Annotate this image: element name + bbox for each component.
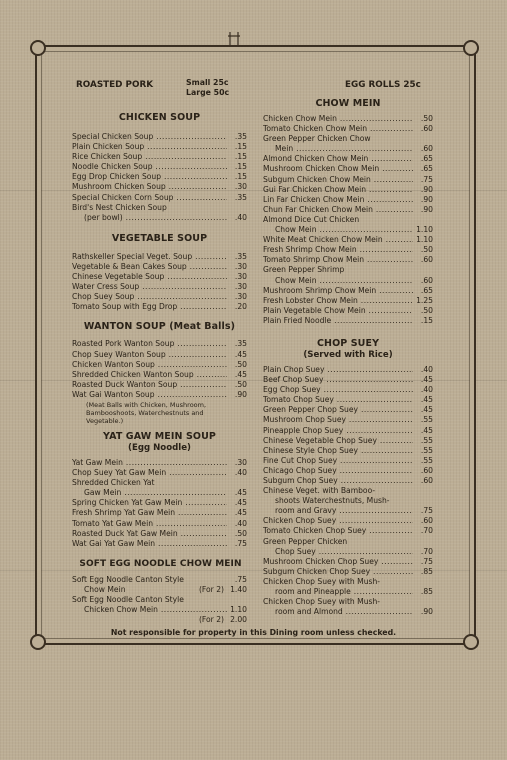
- chop-suey-list-b: [263, 516, 433, 536]
- menu-item: [72, 252, 247, 262]
- menu-item-price: .65: [420, 164, 433, 174]
- menu-item-price: .40: [420, 385, 433, 395]
- menu-item: [263, 114, 433, 124]
- menu-item-price: .35: [234, 251, 247, 261]
- menu-item: room and Almond ..... .90: [263, 607, 433, 617]
- vegetable-soup-list: [72, 252, 247, 313]
- menu-item: [72, 519, 247, 529]
- menu-item-name: Lin Far Chicken Chow Mein .....: [263, 195, 413, 205]
- menu-item: Chow Mein (For 2) 1.40: [84, 584, 247, 594]
- footer-disclaimer: Not responsible for property in this Dining room unless checked.: [110, 628, 397, 637]
- roasted-small-price: Small 25c: [186, 78, 229, 87]
- menu-item: Shredded Chicken Yat: [72, 478, 155, 488]
- hanger-tag-icon: [226, 30, 242, 48]
- menu-item-name: Plain Chicken Soup .....: [72, 142, 227, 152]
- yat-gaw-list-a: [72, 458, 247, 478]
- menu-item-price: .55: [420, 455, 433, 465]
- chop-suey-list-c: [263, 557, 433, 577]
- menu-item-price: .35: [234, 192, 247, 202]
- menu-item-price: .40: [234, 468, 247, 478]
- menu-item: [263, 385, 433, 395]
- menu-item: [263, 296, 433, 306]
- menu-item: [263, 395, 433, 405]
- menu-item-name: Wat Gai Yat Gaw Mein .....: [72, 539, 227, 549]
- menu-item-price: .30: [234, 457, 247, 467]
- menu-item: [263, 415, 433, 425]
- menu-item-price: .30: [234, 261, 247, 271]
- menu-item: Almond Dice Cut Chicken: [263, 214, 360, 224]
- menu-item-price: .60: [420, 124, 433, 134]
- menu-item: [263, 235, 433, 245]
- menu-item-name: Chicken Wanton Soup .....: [72, 360, 227, 370]
- menu-item-price: .45: [234, 498, 247, 508]
- menu-item-name: Fine Cut Chop Suey .....: [263, 456, 413, 466]
- vegetable-soup-title: VEGETABLE SOUP: [111, 232, 208, 244]
- menu-item-name: Fresh Shrimp Yat Gaw Mein .....: [72, 508, 227, 518]
- menu-item-name: Chun Far Chicken Chow Mein .....: [263, 205, 413, 215]
- menu-item: [263, 557, 433, 567]
- menu-item-price: .50: [234, 359, 247, 369]
- menu-item: [72, 142, 247, 152]
- menu-item: [72, 182, 247, 192]
- right-column: [263, 98, 433, 617]
- menu-item-price: .30: [234, 182, 247, 192]
- menu-item: [263, 516, 433, 526]
- menu-item-price: .45: [234, 349, 247, 359]
- menu-item-price: .15: [234, 142, 247, 152]
- menu-item: [263, 286, 433, 296]
- menu-item-price: .50: [420, 305, 433, 315]
- menu-item-price: .65: [420, 285, 433, 295]
- menu-item: [263, 195, 433, 205]
- menu-item-name: Tomato Yat Gaw Mein .....: [72, 519, 227, 529]
- menu-item-name: White Meat Chicken Chow Mein .....: [263, 235, 413, 245]
- menu-item: [72, 529, 247, 539]
- menu-item: Green Pepper Chicken: [263, 536, 348, 546]
- menu-item: [72, 508, 247, 518]
- menu-item-price: .75: [234, 538, 247, 548]
- yat-gaw-mein-subtitle: (Egg Noodle): [128, 442, 191, 453]
- menu-item: [263, 185, 433, 195]
- menu-item: Chop Suey ..... .70: [263, 547, 433, 557]
- menu-item: Green Pepper Shrimp: [263, 265, 345, 275]
- menu-item: [72, 380, 247, 390]
- menu-item-name: Vegetable & Bean Cakes Soup .....: [72, 262, 227, 272]
- menu-item: [72, 272, 247, 282]
- menu-item-price: .60: [420, 465, 433, 475]
- menu-item: [72, 282, 247, 292]
- menu-item: Chow Mein ..... .60: [263, 276, 433, 286]
- menu-item-price: .55: [420, 445, 433, 455]
- menu-item-name: Pineapple Chop Suey .....: [263, 426, 413, 436]
- menu-item: (For 2) 2.00: [198, 615, 247, 625]
- menu-item-name: Subgum Chicken Chow Mein .....: [263, 175, 413, 185]
- menu-item: [263, 476, 433, 486]
- menu-item: Chicken Chop Suey with Mush-: [263, 576, 381, 586]
- menu-item-name: Egg Chop Suey .....: [263, 385, 413, 395]
- menu-item: Bird's Nest Chicken Soup: [72, 202, 167, 212]
- menu-item: Soft Egg Noodle Canton Style: [72, 595, 184, 604]
- menu-item-price: .45: [420, 375, 433, 385]
- menu-item: [72, 193, 247, 203]
- menu-item: [263, 405, 433, 415]
- wanton-soup-list: [72, 339, 247, 400]
- menu-item: [263, 567, 433, 577]
- menu-item-price: .50: [234, 379, 247, 389]
- menu-item: [263, 245, 433, 255]
- menu-item-price: .45: [420, 405, 433, 415]
- yat-gaw-list-b: [72, 498, 247, 548]
- menu-item: room and Pineapple ..... .85: [263, 587, 433, 597]
- menu-item-price: .45: [234, 508, 247, 518]
- menu-item-name: Plain Vegetable Chow Mein .....: [263, 306, 413, 316]
- menu-item-price: .30: [234, 292, 247, 302]
- menu-item-price: .50: [420, 114, 433, 123]
- menu-item-name: Fresh Shrimp Chow Mein .....: [263, 245, 413, 255]
- menu-item: [72, 458, 247, 468]
- menu-item-name: Subgum Chicken Chop Suey .....: [263, 567, 413, 577]
- menu-item-price: .90: [420, 184, 433, 194]
- menu-item: [263, 526, 433, 536]
- menu-item: Mein ..... .60: [263, 144, 433, 154]
- wanton-note: (Meat Balls with Chicken, Mushroom, Bambooshoots, Waterchestnuts and Vegetable.): [86, 400, 207, 425]
- menu-item: Chow Mein ..... 1.10: [263, 225, 433, 235]
- menu-item-name: Rice Chicken Soup .....: [72, 152, 227, 162]
- menu-item: [263, 446, 433, 456]
- menu-item-price: .75: [420, 174, 433, 184]
- chow-mein-list-c: [263, 235, 433, 265]
- roasted-pork-label: ROASTED PORK: [76, 80, 154, 90]
- menu-item-name: Chop Suey Wanton Soup .....: [72, 350, 227, 360]
- menu-item-name: Egg Drop Chicken Soup .....: [72, 172, 227, 182]
- menu-item-name: Tomato Chicken Chow Mein .....: [263, 124, 413, 134]
- menu-item: [263, 205, 433, 215]
- menu-item-name: Tomato Soup with Egg Drop .....: [72, 302, 227, 312]
- menu-item: [263, 124, 433, 134]
- menu-item-name: Chop Suey Yat Gaw Mein .....: [72, 468, 227, 478]
- chop-suey-subtitle: (Served with Rice): [303, 349, 393, 360]
- menu-item-name: Green Pepper Chop Suey .....: [263, 405, 413, 415]
- menu-item-price: .15: [420, 315, 433, 325]
- menu-item-name: Chicken Chop Suey .....: [263, 516, 413, 526]
- menu-item: Gaw Mein ..... .45: [72, 488, 247, 498]
- menu-item-name: Roasted Duck Yat Gaw Mein .....: [72, 529, 227, 539]
- menu-item-price: .90: [420, 204, 433, 214]
- menu-item: [72, 152, 247, 162]
- menu-item-name: Tomato Shrimp Chow Mein .....: [263, 255, 413, 265]
- chop-suey-title: CHOP SUEY: [316, 337, 380, 349]
- chicken-soup-title: CHICKEN SOUP: [118, 112, 201, 123]
- menu-item-name: Gui Far Chicken Chow Mein .....: [263, 185, 413, 195]
- menu-item-name: Rathskeller Special Veget. Soup .....: [72, 252, 227, 262]
- menu-item-price: .35: [234, 339, 247, 349]
- menu-item-name: Chop Suey Soup .....: [72, 292, 227, 302]
- menu-item-name: Mushroom Chicken Soup .....: [72, 182, 227, 192]
- menu-item-price: .45: [234, 369, 247, 379]
- menu-item-name: Chicken Chow Mein .....: [263, 114, 413, 124]
- chicken-soup-list: [72, 132, 247, 203]
- menu-item-price: .55: [420, 415, 433, 425]
- menu-item-price: 1.25: [416, 295, 433, 305]
- menu-item: Chicken Chow Mein ..... 1.10: [72, 605, 247, 615]
- menu-item-name: Special Chicken Soup .....: [72, 132, 227, 142]
- menu-item: [72, 339, 247, 349]
- yat-gaw-mein-title: YAT GAW MEIN SOUP: [103, 430, 216, 442]
- menu-item-name: Yat Gaw Mein .....: [72, 458, 227, 468]
- menu-item-name: Noodle Chicken Soup .....: [72, 162, 227, 172]
- menu-item: [72, 292, 247, 302]
- chow-mein-title: CHOW MEIN: [315, 98, 381, 109]
- menu-item-name: Fresh Lobster Chow Mein .....: [263, 296, 413, 306]
- menu-item: [263, 164, 433, 174]
- menu-item: [263, 375, 433, 385]
- menu-item-price: .85: [420, 566, 433, 576]
- left-column: [72, 112, 247, 625]
- menu-item-name: Mushroom Shrimp Chow Mein .....: [263, 286, 413, 296]
- menu-item-name: Roasted Duck Wanton Soup .....: [72, 380, 227, 390]
- roasted-large-price: Large 50c: [186, 88, 230, 97]
- menu-item-name: Mushroom Chop Suey .....: [263, 415, 413, 425]
- menu-item-price: .20: [234, 302, 247, 312]
- chow-mein-list-d: [263, 286, 433, 326]
- menu-item: Green Pepper Chicken Chow: [263, 134, 371, 144]
- chop-suey-list-a: [263, 365, 433, 486]
- menu-item: [72, 539, 247, 549]
- menu-item-name: Mushroom Chicken Chop Suey .....: [263, 557, 413, 567]
- menu-item: room and Gravy ..... .75: [263, 506, 433, 516]
- menu-item-name: Mushroom Chicken Chow Mein .....: [263, 164, 413, 174]
- menu-item: [263, 306, 433, 316]
- menu-item: [72, 162, 247, 172]
- menu-item-price: .40: [420, 364, 433, 374]
- menu-item: [72, 172, 247, 182]
- border-corner: [30, 40, 46, 56]
- menu-item: Chinese Veget. with Bamboo-: [263, 486, 376, 496]
- menu-item-price: .70: [420, 526, 433, 536]
- menu-item: [72, 262, 247, 272]
- menu-item-name: Beef Chop Suey .....: [263, 375, 413, 385]
- menu-item: (per bowl) ..... .40: [72, 213, 247, 223]
- menu-item-name: Water Cress Soup .....: [72, 282, 227, 292]
- menu-item-name: Special Chicken Corn Soup .....: [72, 193, 227, 203]
- menu-item-price: 1.10: [416, 235, 433, 245]
- menu-item: [72, 302, 247, 312]
- menu-item-name: Subgum Chop Suey .....: [263, 476, 413, 486]
- menu-item: [72, 468, 247, 478]
- menu-item-price: .15: [234, 162, 247, 172]
- menu-item: Chicken Chop Suey with Mush-: [263, 597, 381, 607]
- menu-item: Soft Egg Noodle Canton Style .75: [72, 574, 247, 584]
- menu-item-price: .30: [234, 282, 247, 292]
- egg-rolls-label: EGG ROLLS 25c: [345, 80, 421, 90]
- menu-item-price: .55: [420, 435, 433, 445]
- chow-mein-list-b: [263, 154, 433, 215]
- menu-item-name: Chinese Style Chop Suey .....: [263, 446, 413, 456]
- menu-item-price: .35: [234, 132, 247, 141]
- menu-item: [263, 436, 433, 446]
- menu-item: [263, 154, 433, 164]
- menu-item: [72, 498, 247, 508]
- menu-item-price: .15: [234, 172, 247, 182]
- wanton-soup-title: WANTON SOUP (Meat Balls): [83, 321, 236, 333]
- menu-item: [72, 350, 247, 360]
- menu-item-price: .15: [234, 152, 247, 162]
- menu-item-price: .50: [234, 528, 247, 538]
- menu-item: [263, 456, 433, 466]
- menu-item-price: .90: [234, 389, 247, 399]
- menu-item-price: .60: [420, 476, 433, 485]
- menu-item: [263, 426, 433, 436]
- menu-item-name: Chinese Vegetable Chop Suey .....: [263, 436, 413, 446]
- menu-item-name: Chicago Chop Suey .....: [263, 466, 413, 476]
- menu-item: [263, 316, 433, 326]
- menu-item: shoots Waterchestnuts, Mush-: [275, 496, 390, 506]
- menu-item-name: Roasted Pork Wanton Soup .....: [72, 339, 227, 349]
- menu-item: [263, 175, 433, 185]
- menu-item-name: Chinese Vegetable Soup .....: [72, 272, 227, 282]
- menu-item-price: .30: [234, 272, 247, 282]
- menu-item: [263, 466, 433, 476]
- menu-item-price: .45: [420, 425, 433, 435]
- menu-item-price: .60: [420, 255, 433, 265]
- menu-item-price: .65: [420, 154, 433, 164]
- menu-item-name: Tomato Chop Suey .....: [263, 395, 413, 405]
- menu-item-price: .40: [234, 518, 247, 528]
- menu-item-price: .45: [420, 395, 433, 405]
- menu-item-name: Tomato Chicken Chop Suey .....: [263, 526, 413, 536]
- menu-item: [72, 390, 247, 400]
- menu-item-price: .75: [420, 556, 433, 566]
- menu-item-price: .50: [420, 245, 433, 255]
- border-corner: [463, 40, 479, 56]
- menu-item-name: Wat Gai Wanton Soup .....: [72, 390, 227, 400]
- roasted-pork-prices: [186, 78, 229, 98]
- menu-item: [72, 370, 247, 380]
- menu-item-name: Almond Chicken Chow Mein .....: [263, 154, 413, 164]
- soft-egg-noodle-title: SOFT EGG NOODLE CHOW MEIN: [79, 558, 242, 569]
- menu-item-name: Shredded Chicken Wanton Soup .....: [72, 370, 227, 380]
- menu-item-name: Plain Fried Noodle .....: [263, 316, 413, 326]
- menu-item-price: .90: [420, 194, 433, 204]
- menu-item-price: .60: [420, 516, 433, 526]
- menu-item-name: Spring Chicken Yat Gaw Mein .....: [72, 498, 227, 508]
- menu-item-name: Plain Chop Suey .....: [263, 365, 413, 375]
- menu-item: [72, 132, 247, 142]
- menu-item: [72, 360, 247, 370]
- menu-item: [263, 365, 433, 375]
- menu-item: [263, 255, 433, 265]
- chow-mein-list-a: [263, 114, 433, 134]
